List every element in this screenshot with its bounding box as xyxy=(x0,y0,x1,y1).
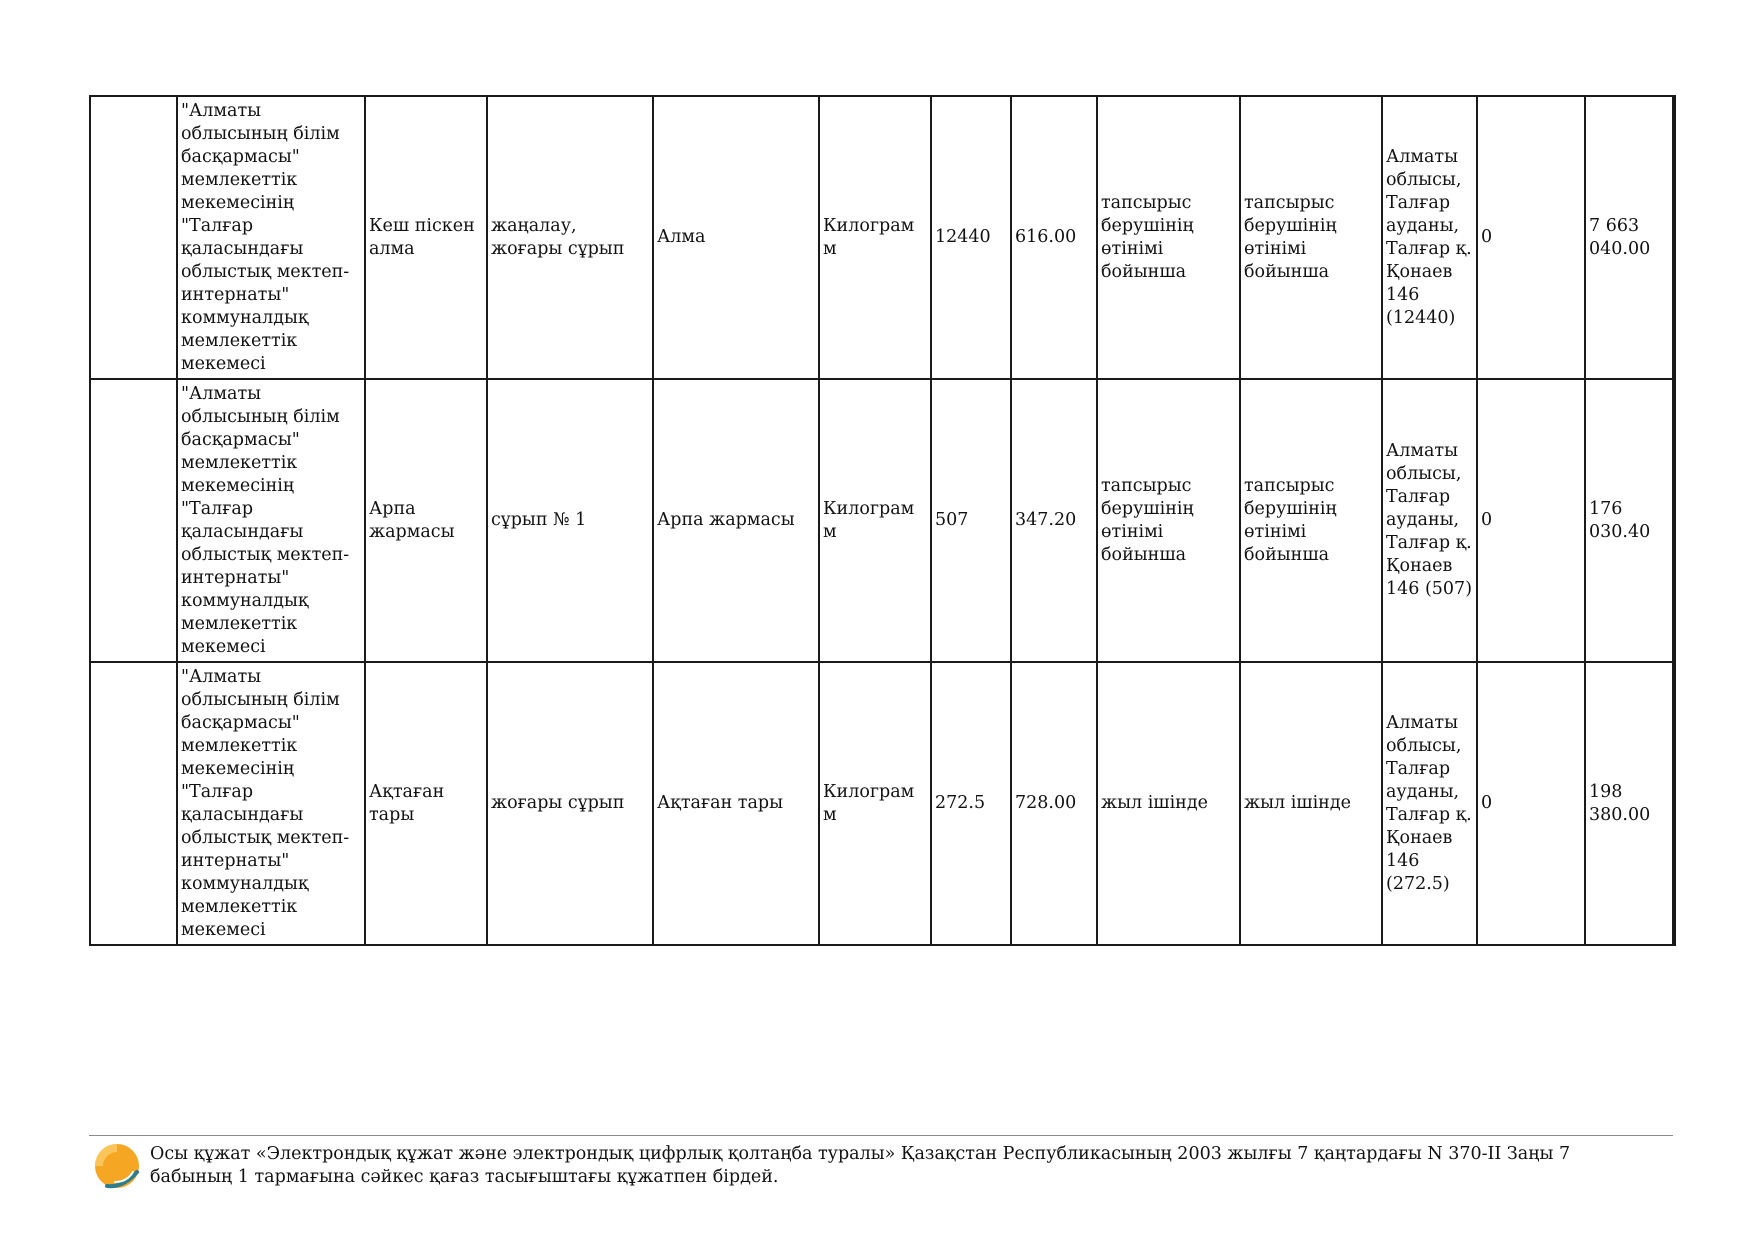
quantity-cell: 507 xyxy=(931,379,1011,662)
sum-cell: 176 030.40 xyxy=(1585,379,1674,662)
price-cell: 347.20 xyxy=(1011,379,1097,662)
customer-cell: "Алматы облысының білім басқармасы" мемлекеттік мекемесінің "Талғар қаласындағы облыстық мектеп-интернаты" коммуналдық мемлекеттік мекемесі xyxy=(177,96,365,379)
item-name-cell: Ақтаған тары xyxy=(365,662,487,945)
advance-cell: 0 xyxy=(1477,662,1585,945)
unit-cell: Килограмм xyxy=(819,96,931,379)
unit-cell: Килограмм xyxy=(819,379,931,662)
description-cell: Арпа жармасы xyxy=(653,379,819,662)
quantity-cell: 12440 xyxy=(931,96,1011,379)
characteristic-cell: жаңалау, жоғары сұрып xyxy=(487,96,653,379)
legal-notice: Осы құжат «Электрондық құжат және электрондық цифрлық қолтаңба туралы» Қазақстан Республикасының 2003 жылғы 7 қаңтардағы N 370-II Заңы 7 бабының 1 тармағына сәйкес қағаз тасығыштағы құжатпен бірдей. xyxy=(150,1144,1571,1187)
characteristic-cell: сұрып № 1 xyxy=(487,379,653,662)
item-name-cell: Кеш піскен алма xyxy=(365,96,487,379)
customer-cell: "Алматы облысының білім басқармасы" мемлекеттік мекемесінің "Талғар қаласындағы облыстық мектеп-интернаты" коммуналдық мемлекеттік мекемесі xyxy=(177,379,365,662)
price-cell: 728.00 xyxy=(1011,662,1097,945)
row-number-cell xyxy=(90,96,177,379)
row-number-cell xyxy=(90,379,177,662)
e-gov-sun-logo-icon xyxy=(93,1142,141,1190)
delivery-place-cell: Алматы облысы, Талғар ауданы, Талғар қ. Қонаев 146 (272.5) xyxy=(1382,662,1477,945)
item-name-cell: Арпа жармасы xyxy=(365,379,487,662)
delivery-term-cell: тапсырыс берушінің өтінімі бойынша xyxy=(1097,379,1240,662)
delivery-place-cell: Алматы облысы, Талғар ауданы, Талғар қ. Қонаев 146 (507) xyxy=(1382,379,1477,662)
characteristic-cell: жоғары сұрып xyxy=(487,662,653,945)
delivery-term-2-cell: тапсырыс берушінің өтінімі бойынша xyxy=(1240,96,1382,379)
quantity-cell: 272.5 xyxy=(931,662,1011,945)
description-cell: Алма xyxy=(653,96,819,379)
delivery-term-cell: тапсырыс берушінің өтінімі бойынша xyxy=(1097,96,1240,379)
advance-cell: 0 xyxy=(1477,379,1585,662)
table-row xyxy=(90,96,1674,379)
sum-cell: 7 663 040.00 xyxy=(1585,96,1674,379)
delivery-term-2-cell: тапсырыс берушінің өтінімі бойынша xyxy=(1240,379,1382,662)
unit-cell: Килограмм xyxy=(819,662,931,945)
description-cell: Ақтаған тары xyxy=(653,662,819,945)
footer xyxy=(89,1135,1673,1187)
delivery-term-2-cell: жыл ішінде xyxy=(1240,662,1382,945)
delivery-place-cell: Алматы облысы, Талғар ауданы, Талғар қ. Қонаев 146 (12440) xyxy=(1382,96,1477,379)
advance-cell: 0 xyxy=(1477,96,1585,379)
sum-cell: 198 380.00 xyxy=(1585,662,1674,945)
procurement-table xyxy=(89,95,1676,946)
customer-cell: "Алматы облысының білім басқармасы" мемлекеттік мекемесінің "Талғар қаласындағы облыстық мектеп-интернаты" коммуналдық мемлекеттік мекемесі xyxy=(177,662,365,945)
row-number-cell xyxy=(90,662,177,945)
delivery-term-cell: жыл ішінде xyxy=(1097,662,1240,945)
table-row xyxy=(90,379,1674,662)
table-row xyxy=(90,662,1674,945)
price-cell: 616.00 xyxy=(1011,96,1097,379)
